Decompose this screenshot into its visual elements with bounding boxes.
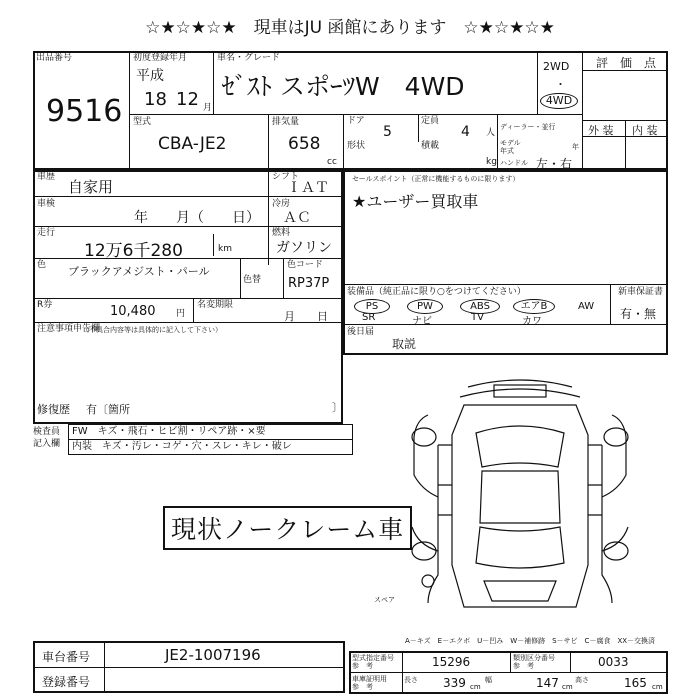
recycle-label: R券 [37,300,53,310]
width-unit: cm [562,683,573,691]
color-value: ブラックアメジスト・パール [68,265,210,278]
mileage-value: 12万6千280 [84,241,183,261]
car-damage-diagram [398,375,643,625]
capacity-value: 4 [461,124,470,140]
equip-leather: カワ [522,316,542,327]
first-reg-year: 18 [144,89,167,110]
fuel-label: 燃料 [272,228,291,238]
repair-end: 〕 [332,401,343,414]
lot-number: 9516 [46,94,123,129]
banner: ☆★☆★☆★ 現車はJU 函館にあります ☆★☆★☆★ [145,18,555,38]
grade-exterior: 外 装 [588,124,614,137]
model-value: CBA-JE2 [158,134,227,154]
mileage-unit: km [218,244,232,254]
capacity-label: 定員 [421,116,440,126]
equip-navi: ナビ [412,316,432,327]
model-year-unit: 年 [572,143,579,151]
equip-ps: PS [354,299,390,314]
check-fw: FW キズ・飛石・ヒビ割・リペア跡・×要 [72,426,266,437]
displacement-unit: cc [327,157,337,167]
equip-abs: ABS [460,299,500,314]
damage-legend: A－キズ E－エクボ U－凹み W－補修跡 S－サビ C－腐食 XX－交換済 [405,637,656,645]
aircon-value: ＡＣ [283,210,311,226]
recycle-unit: 円 [176,309,186,319]
check-interior: 内装 キズ・汚レ・コゲ・穴・スレ・キレ・破レ [72,441,292,452]
length-label: 長さ [404,676,418,684]
no-claim-stamp: 現状ノークレーム車 [163,506,412,550]
rear-value: 取説 [392,337,417,351]
length-value: 339 [443,676,466,690]
fuel-value: ガソリン [276,240,332,256]
width-label: 幅 [485,676,492,684]
handle-label: ハンドル [500,159,528,167]
shift-value: ＩＡＴ [287,180,329,196]
first-reg-month-unit: 月 [203,103,213,113]
reg-number-label: 登録番号 [42,675,91,689]
inspection-label: 車検 [37,199,56,209]
class-number-label: 類別区分番号 参 考 [513,654,555,670]
dimensions-label: 車庫証明用 参 考 [352,675,387,691]
color-label: 色 [37,260,47,270]
shift-label: シフト [272,172,300,182]
transfer-label: 名変期限 [197,300,234,310]
rear-label: 後日届 [347,327,375,337]
caution-label: 注意事項申告欄 [37,324,101,334]
capacity-unit: 人 [486,128,496,138]
door-value: 5 [383,124,392,140]
height-value: 165 [624,676,647,690]
equip-aw: AW [578,301,595,312]
sales-point-value: ★ユーザー買取車 [352,192,479,211]
dealer-label: ディーラー・並行 [500,123,556,131]
mileage-label: 走行 [37,228,56,238]
recycle-value: 10,480 [110,304,156,319]
model-label: 型式 [133,117,152,127]
equip-tv: TV [471,312,484,323]
repair-label: 修復歴 [37,403,70,416]
warranty-value: 有・無 [620,307,657,321]
type-designation-label: 型式指定番号 参 考 [352,654,394,670]
spec-box [33,170,343,424]
chassis-value: JE2-1007196 [165,646,261,664]
aircon-label: 冷房 [272,199,291,209]
drive-2wd: 2WD [543,60,570,73]
shape-label: 形状 [347,141,366,151]
model-year-label: モデル 年式 [500,139,521,155]
first-reg-month: 12 [176,89,199,110]
grade-interior: 内 装 [632,124,658,137]
first-reg-label: 初度登録年月 [133,53,188,63]
color-swap-label: 色替 [243,275,262,285]
spare-label: スペア [374,596,395,604]
class-number-value: 0033 [598,655,629,669]
drive-4wd: 4WD [540,93,578,109]
first-reg-era: 平成 [136,68,164,84]
displacement-label: 排気量 [272,117,300,127]
color-code-label: 色コード [287,260,324,270]
equipment-label: 装備品（純正品に限り○をつけてください） [347,287,526,297]
car-name: ｾﾞｽﾄ スポｰﾂW 4WD [222,72,465,101]
check-label: 検査員 記入欄 [33,427,61,449]
displacement-value: 658 [288,134,321,154]
length-unit: cm [470,683,481,691]
height-unit: cm [652,683,663,691]
load-unit: kg [486,157,497,167]
car-name-label: 車名・グレード [217,53,281,63]
width-value: 147 [536,676,559,690]
lot-label: 出品番号 [36,53,73,63]
equip-sr: SR [362,312,376,323]
history-value: 自家用 [68,178,114,196]
history-label: 車歴 [37,172,56,182]
type-designation-value: 15296 [432,655,471,669]
equip-pw: PW [407,299,443,314]
sales-point-label: セールスポイント（正常に機能するものに限ります） [352,175,520,183]
grade-label: 評 価 点 [596,56,657,70]
handle-value: 左・右 [536,157,573,171]
drive-dot: ・ [555,78,566,91]
inspection-value: 年 月（ 日） [134,210,260,226]
chassis-label: 車台番号 [42,650,91,664]
warranty-label: 新車保証書 [618,287,664,297]
door-label: ドア [347,116,365,126]
load-label: 積載 [421,141,440,151]
equip-airbag: エアB [513,299,555,314]
transfer-value: 月 日 [284,310,328,323]
caution-note: （不具合内容等は具体的に記入して下さい） [82,326,222,334]
repair-value: 有〔箇所 [86,403,130,416]
color-code: RP37P [288,276,330,291]
height-label: 高さ [575,676,589,684]
